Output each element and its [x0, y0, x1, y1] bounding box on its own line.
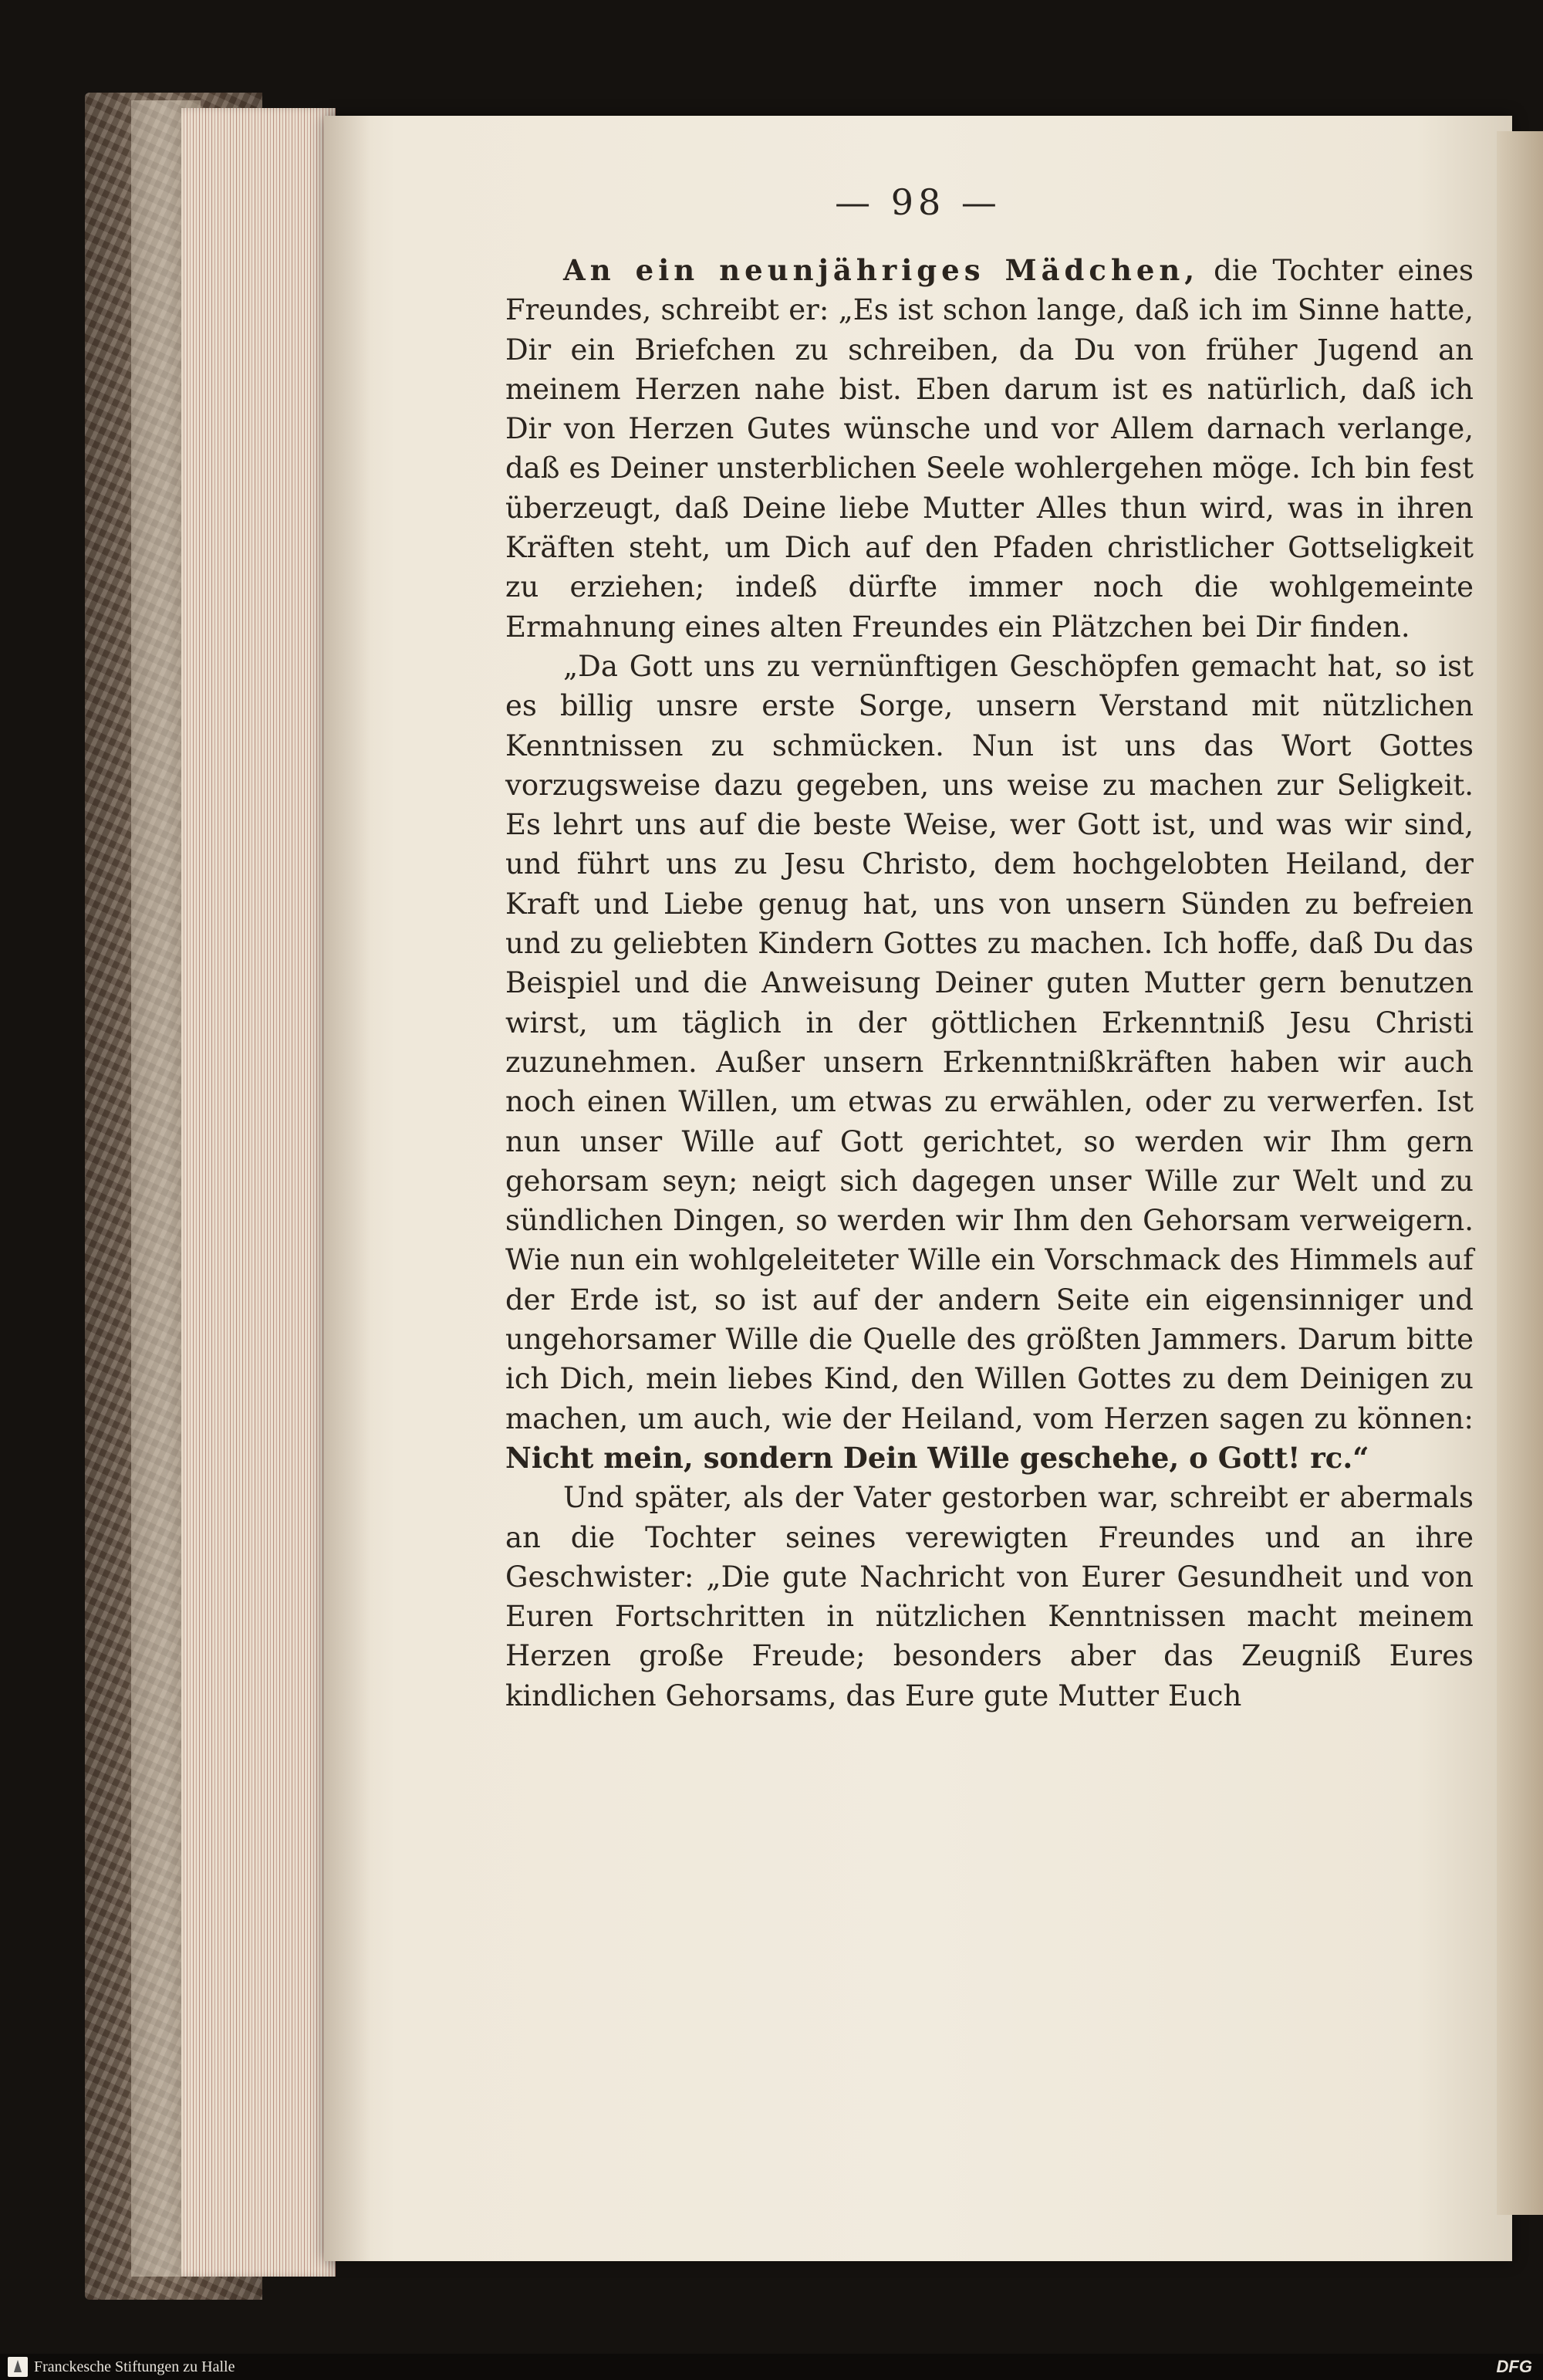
- institution-logo-icon: [8, 2357, 28, 2377]
- paragraph-2: [505, 647, 1474, 1478]
- book-page: [324, 116, 1512, 2261]
- page-edges-stack: [181, 108, 336, 2277]
- bold-quote: Nicht mein, sondern Dein Wille geschehe, o Gott! rc.“: [505, 1440, 1369, 1475]
- paragraph-1: [505, 251, 1474, 647]
- paragraph-2-text: „Da Gott uns zu vernünftigen Geschöpfen gemacht hat, so ist es billig unsre erste Sorge, unsern Verstand mit nützlichen Kenntnissen zu schmücken. Nun ist uns das Wort Gottes vorzugsweise dazu gegeben, uns weise zu machen zur Seligkeit. Es lehrt uns auf die beste Weise, wer Gott ist, und was wir sind, und führt uns zu Jesu Christo, dem hochgelobten Heiland, der Kraft und Liebe genug hat, uns von unsern Sünden zu befreien und zu geliebten Kindern Gottes zu machen. Ich hoffe, daß Du das Beispiel und die Anweisung Deiner guten Mutter gern benutzen wirst, um täglich in der göttlichen Erkenntniß Jesu Christi zuzunehmen. Außer unsern Erkenntnißkräften haben wir auch noch einen Willen, um etwas zu erwählen, oder zu verwerfen. Ist nun unser Wille auf Gott gerichtet, so werden wir Ihm gern gehorsam seyn; neigt sich dagegen unser Wille zur Welt und zu sündlichen Dingen, so werden wir Ihm den Gehorsam verweigern. Wie nun ein wohlgeleiteter Wille ein Vorschmack des Himmels auf der Erde ist, so ist auf der andern Seite ein eigensinniger und ungehorsamer Wille die Quelle des größten Jammers. Darum bitte ich Dich, mein liebes Kind, den Willen Gottes zu dem Deinigen zu machen, um auch, wie der Heiland, vom Herzen sagen zu können:: [505, 649, 1474, 1435]
- opening-phrase: An ein neunjähriges Mädchen,: [563, 253, 1200, 287]
- footer-institution: Franckesche Stiftungen zu Halle: [34, 2358, 235, 2375]
- dfg-logo: DFG: [1496, 2357, 1532, 2376]
- right-page-edges: [1497, 131, 1543, 2215]
- paragraph-3: Und später, als der Vater gestorben war, schreibt er abermals an die Tochter seines verewigten Freundes und an ihre Geschwister: „Die gute Nachricht von Eurer Gesundheit und von Euren Fortschritten in nützlichen Kenntnissen macht meinem Herzen große Freude; besonders aber das Zeugniß Eures kindlichen Gehorsams, das Eure gute Mutter Euch: [505, 1481, 1474, 1712]
- page-number: — 98 —: [835, 181, 1001, 223]
- body-text: [505, 251, 1474, 1716]
- gutter-shadow: [324, 116, 370, 2261]
- paragraph-1-text: die Tochter eines Freundes, schreibt er: „Es ist schon lange, daß ich im Sinne hatte, Dir ein Briefchen zu schreiben, da Du von früher Jugend an meinem Herzen nahe bist. Eben darum ist es natürlich, daß ich Dir von Herzen Gutes wünsche und vor Allem darnach verlange, daß es Deiner unsterblichen Seele wohlergehen möge. Ich bin fest überzeugt, daß Deine liebe Mutter Alles thun wird, was in ihren Kräften steht, um Dich auf den Pfaden christlicher Gottseligkeit zu erziehen; indeß dürfte immer noch die wohlgemeinte Ermahnung eines alten Freundes ein Plätzchen bei Dir finden.: [505, 254, 1474, 644]
